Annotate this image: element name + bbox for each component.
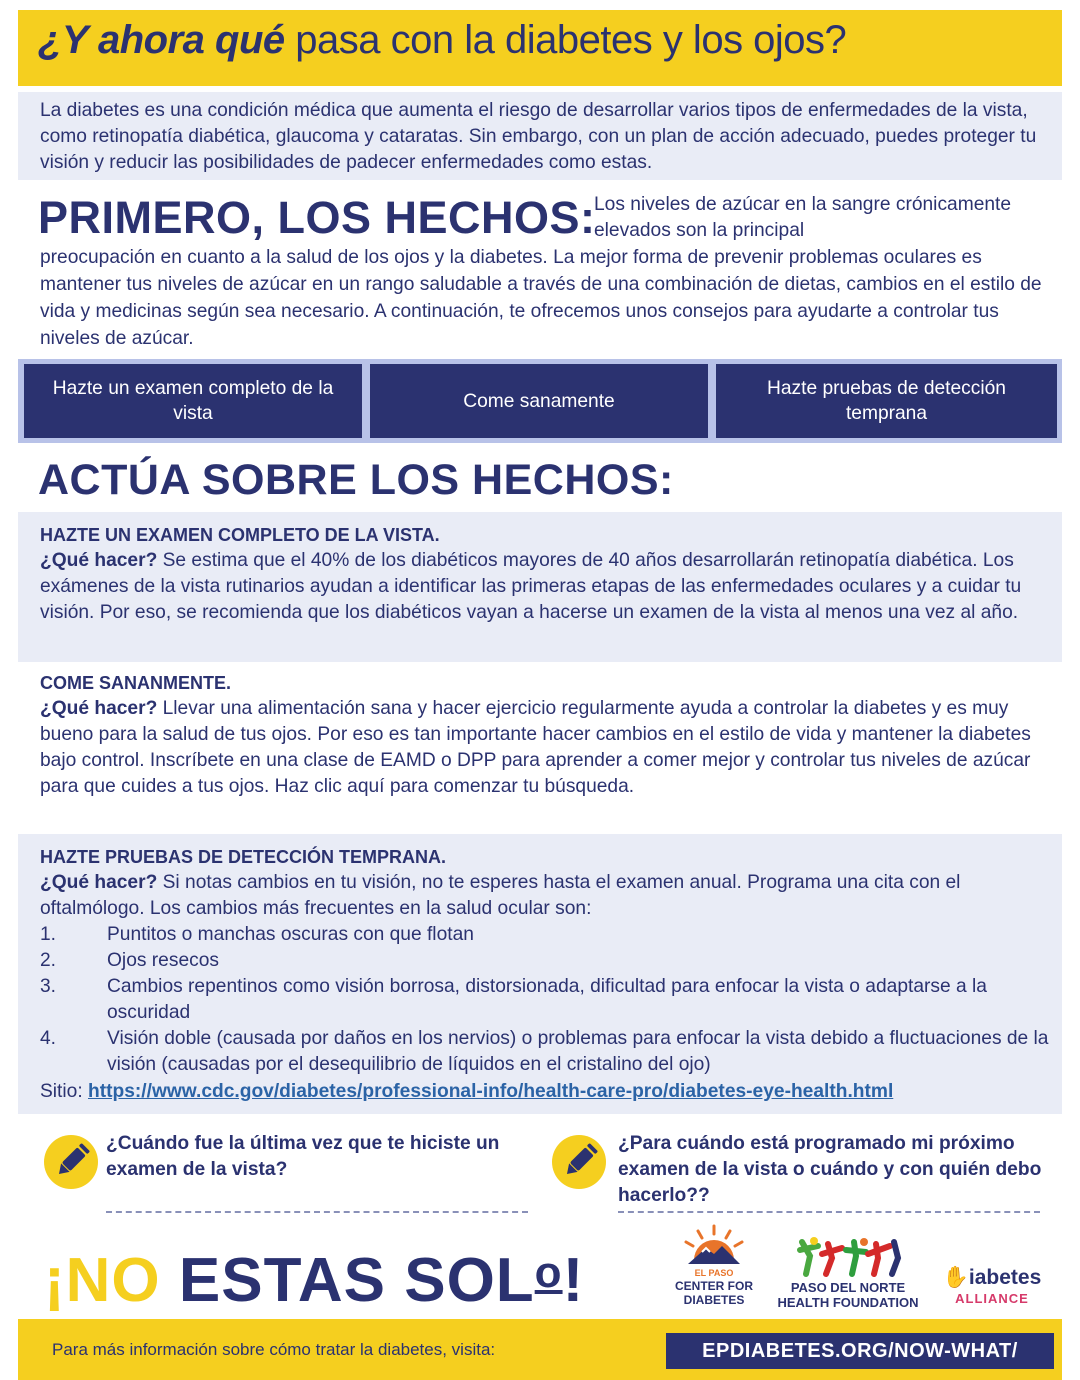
- list-item-number: 2.: [40, 950, 57, 971]
- section-title: HAZTE PRUEBAS DE DETECCIÓN TEMPRANA.: [40, 847, 447, 867]
- section-lead: ¿Qué hacer?: [40, 872, 158, 893]
- tip-card-eye-exam: [24, 364, 362, 438]
- list-item: [40, 948, 1055, 974]
- pencil-icon-graphic: [552, 1135, 606, 1189]
- tip-card-label: Hazte pruebas de detección temprana: [767, 378, 1006, 424]
- section-eat-healthy: [40, 670, 1055, 800]
- section-lead: ¿Qué hacer?: [40, 550, 158, 571]
- symptoms-list: [40, 922, 1055, 1078]
- list-item-number: 4.: [40, 1028, 57, 1049]
- act-heading: ACTÚA SOBRE LOS HECHOS:: [38, 456, 674, 504]
- raised-hand-icon: ✋: [942, 1266, 969, 1289]
- list-item-text: Visión doble (causada por daños en los nervios) o problemas para enfocar la vista debido a fluctuaciones de la visión (causadas por el desequilibrio de líquidos en el cristalino del ojo): [107, 1028, 1049, 1075]
- section-body: [40, 548, 1055, 626]
- da-logo-line2: ALLIANCE: [955, 1291, 1029, 1306]
- tip-card-label: Come sanamente: [463, 390, 615, 412]
- section-body: [40, 696, 1055, 800]
- elpaso-center-logo: [672, 1222, 756, 1310]
- tagline-excl-close: !: [562, 1246, 585, 1315]
- list-item: [40, 1026, 1055, 1078]
- pencil-icon: [552, 1135, 606, 1189]
- page-title-bold: ¿Y ahora qué: [38, 18, 285, 62]
- sun-mountain-icon: [672, 1222, 756, 1268]
- people-figures-icon: [770, 1234, 926, 1278]
- elpaso-logo-mid: CENTER FOR: [675, 1279, 753, 1293]
- pdn-logo-line1: PASO DEL NORTE: [790, 1280, 906, 1295]
- question-next-exam: ¿Para cuándo está programado mi próximo examen de la vista o cuándo y con quién debo hacerlo??: [618, 1133, 1042, 1206]
- tip-card-eat-healthy: [370, 364, 708, 438]
- page-title-rest: pasa con la diabetes y los ojos?: [284, 18, 847, 62]
- footer-url-button[interactable]: EPDIABETES.ORG/NOW-WHAT/: [666, 1333, 1054, 1369]
- da-logo-line1-text: iabetes: [968, 1266, 1042, 1289]
- diabetes-alliance-logo: [932, 1266, 1052, 1310]
- section-body: [40, 870, 1055, 922]
- tip-card-label: Hazte un examen completo de la vista: [52, 378, 334, 424]
- paso-del-norte-logo: [770, 1234, 926, 1310]
- facts-paragraph: preocupación en cuanto a la salud de los ojos y la diabetes. La mejor forma de prevenir problemas oculares es mantener tus niveles de azúcar en un rango saludable a través de una combinación de dietas, cambios en el estilo de vida y medicinas según sea necesario. A continuación, te ofrecemos unos consejos para ayudarte a controlar tus niveles de azúcar.: [40, 247, 1042, 349]
- tip-card-early-detection: [716, 364, 1057, 438]
- list-item-text: Ojos resecos: [107, 950, 219, 971]
- list-item-text: Puntitos o manchas oscuras con que flotan: [107, 924, 474, 945]
- pencil-icon: [44, 1135, 98, 1189]
- tagline-o: o: [534, 1248, 563, 1297]
- footer-text: Para más información sobre cómo tratar la diabetes, visita:: [52, 1340, 496, 1359]
- elpaso-logo-top: EL PASO: [694, 1268, 734, 1278]
- facts-heading: PRIMERO, LOS HECHOS:: [38, 192, 596, 243]
- question-last-exam: ¿Cuándo fue la última vez que te hiciste un examen de la vista?: [106, 1133, 500, 1180]
- source-label: Sitio:: [40, 1081, 88, 1102]
- list-item: [40, 922, 1055, 948]
- tagline-no: NO: [65, 1246, 161, 1315]
- section-title: COME SANANMENTE.: [40, 673, 232, 693]
- page-title: [38, 18, 846, 63]
- intro-paragraph: La diabetes es una condición médica que aumenta el riesgo de desarrollar varios tipos de enfermedades de la vista, como retinopatía diabética, glaucoma y cataratas. Sin embargo, con un plan de acción adecuado, puedes proteger tu visión y reducir las posibilidades de padecer enfermedades como estas.: [40, 100, 1037, 173]
- pdn-logo-line2: HEALTH FOUNDATION: [777, 1295, 919, 1310]
- pencil-icon-graphic: [44, 1135, 98, 1189]
- facts-inline-text: Los niveles de azúcar en la sangre crónicamente elevados son la principal: [594, 194, 1012, 241]
- tagline-rest: ESTAS SOL: [160, 1246, 535, 1315]
- section-text: Llevar una alimentación sana y hacer ejercicio regularmente ayuda a controlar la diabetes y es muy bueno para la salud de tus ojos. Por eso es tan importante hacer cambios en el estilo de vida y mantener la diabetes bajo control. Inscríbete en una clase de EAMD o DPP para aprender a comer mejor y controlar tus niveles de azúcar para que cuides a tus ojos. Haz clic aquí para comenzar tu búsqueda.: [40, 698, 1031, 797]
- tagline: [44, 1245, 584, 1316]
- source-line: [40, 1081, 893, 1103]
- section-text: Si notas cambios en tu visión, no te esperes hasta el examen anual. Programa una cita con el oftalmólogo. Los cambios más frecuentes en la salud ocular son:: [40, 872, 961, 919]
- section-text: Se estima que el 40% de los diabéticos mayores de 40 años desarrollarán retinopatía diabética. Los exámenes de la vista rutinarios ayudan a identificar las primeras etapas de las enfermedades oculares y a cuidar tu visión. Por eso, se recomienda que los diabéticos vayan a hacerse un examen de la vista al menos una vez al año.: [40, 550, 1022, 623]
- list-item-number: 1.: [40, 924, 57, 945]
- elpaso-logo-bottom: DIABETES: [683, 1293, 745, 1307]
- answer-line: [106, 1211, 528, 1213]
- da-logo-line1: [932, 1266, 1052, 1290]
- source-link[interactable]: https://www.cdc.gov/diabetes/professional-info/health-care-pro/diabetes-eye-health.html: [88, 1081, 894, 1102]
- section-lead: ¿Qué hacer?: [40, 698, 158, 719]
- section-eye-exam: [40, 522, 1055, 626]
- section-title: HAZTE UN EXAMEN COMPLETO DE LA VISTA.: [40, 525, 440, 545]
- answer-line: [618, 1211, 1040, 1213]
- list-item: [40, 974, 1055, 1026]
- list-item-number: 3.: [40, 976, 57, 997]
- list-item-text: Cambios repentinos como visión borrosa, distorsionada, dificultad para enfocar la vista o adaptarse a la oscuridad: [107, 976, 987, 1023]
- section-early-detection: [40, 844, 1055, 1078]
- tagline-excl-open: ¡: [44, 1246, 66, 1315]
